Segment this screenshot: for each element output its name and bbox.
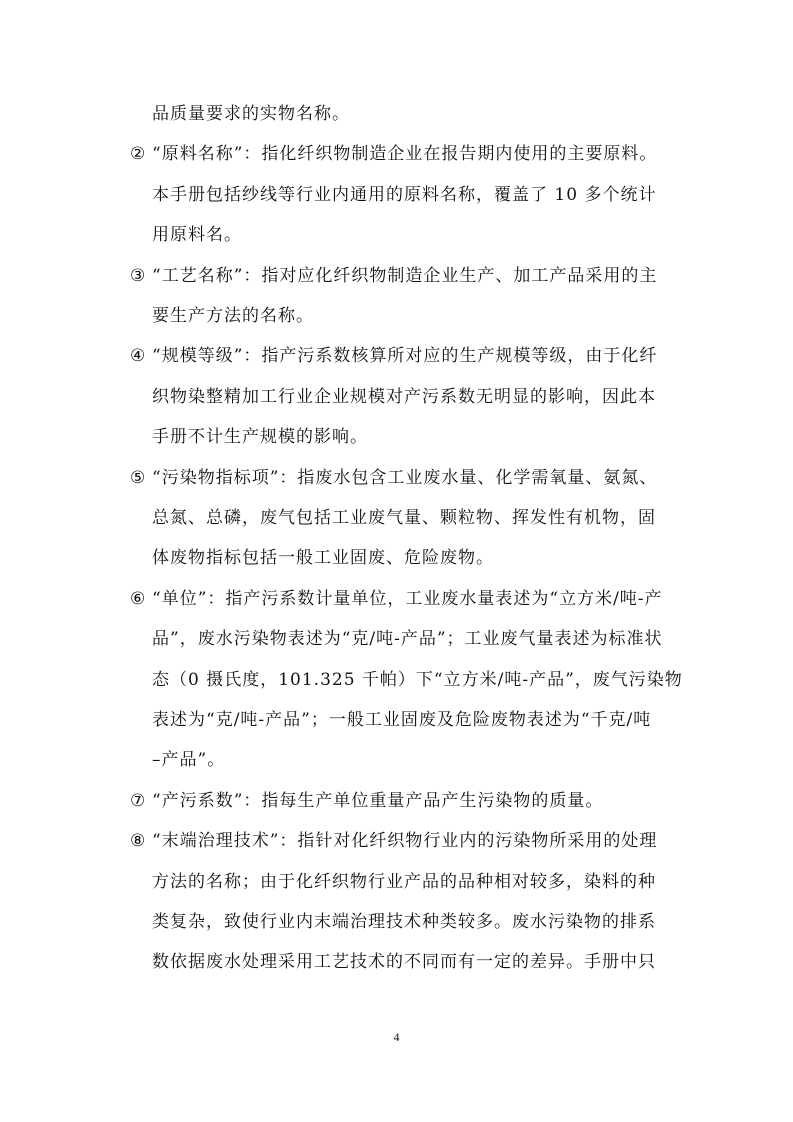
list-number: ③ [130, 265, 147, 286]
line-text: “末端治理技术”：指针对化纤织物行业内的污染物所采用的处理 [152, 831, 658, 852]
line-text: 表述为“克/吨-产品”；一般工业固废及危险废物表述为“千克/吨 [152, 710, 652, 730]
list-number: ② [130, 144, 147, 165]
line-text: 织物染整精加工行业企业规模对产污系数无明显的影响，因此本 [152, 386, 656, 407]
line-text: 要生产方法的名称。 [152, 306, 314, 326]
text-line [130, 467, 658, 488]
list-number: ④ [130, 346, 147, 367]
line-text: 品质量要求的实物名称。 [152, 104, 350, 124]
text-line [152, 550, 494, 567]
text-line [152, 914, 656, 931]
line-text: 本手册包括纱线等行业内通用的原料名称，覆盖了 10 多个统计 [152, 184, 657, 205]
line-text: –产品”。 [152, 750, 226, 771]
text-line [130, 348, 657, 365]
line-text: “产污系数”：指每生产单位重量产品产生污染物的质量。 [152, 790, 604, 811]
text-line [152, 669, 683, 690]
list-number: ⑧ [130, 831, 147, 852]
text-line [152, 386, 656, 407]
text-line [130, 790, 604, 811]
text-line [152, 184, 657, 205]
line-text: 数依据废水处理采用工艺技术的不同而有一定的差异。手册中只 [152, 952, 656, 973]
text-line [152, 871, 656, 892]
line-text: 体废物指标包括一般工业固废、危险废物。 [152, 548, 494, 569]
text-line [152, 712, 651, 729]
text-line [152, 429, 368, 446]
text-line [130, 588, 663, 609]
line-text: 总氮、总磷，废气包括工业废气量、颗粒物、挥发性有机物，固 [152, 508, 656, 528]
line-text: “单位”：指产污系数计量单位，工业废水量表述为“立方米/吨-产 [152, 588, 663, 609]
line-text: “污染物指标项”：指废水包含工业废水量、化学需氧量、氨氮、 [152, 467, 658, 488]
list-number: ⑦ [130, 790, 147, 811]
list-number: ⑥ [130, 588, 147, 609]
text-line [152, 308, 314, 325]
text-line [130, 146, 657, 163]
list-number: ⑤ [130, 467, 147, 488]
text-line [152, 510, 656, 527]
text-line [152, 954, 656, 971]
line-text: “规模等级”：指产污系数核算所对应的生产规模等级，由于化纤 [152, 346, 658, 367]
line-text: “工艺名称”：指对应化纤织物制造企业生产、加工产品采用的主 [152, 265, 658, 286]
text-line [152, 631, 663, 648]
text-line [130, 265, 658, 286]
line-text: 品”，废水污染物表述为“克/吨-产品”；工业废气量表述为标准状 [152, 629, 663, 650]
line-text: 用原料名。 [152, 225, 242, 246]
line-text: 态（0 摄氏度，101.325 千帕）下“立方米/吨-产品”，废气污染物 [152, 669, 683, 690]
page-number: 4 [393, 1030, 400, 1044]
text-line [152, 227, 242, 244]
line-text: 方法的名称；由于化纤织物行业产品的品种相对较多，染料的种 [152, 871, 656, 892]
text-line [152, 106, 350, 123]
text-line [152, 752, 225, 769]
text-line [130, 833, 657, 850]
line-text: 类复杂，致使行业内末端治理技术种类较多。废水污染物的排系 [152, 912, 656, 932]
line-text: “原料名称”：指化纤织物制造企业在报告期内使用的主要原料。 [152, 144, 658, 165]
line-text: 手册不计生产规模的影响。 [152, 427, 368, 448]
